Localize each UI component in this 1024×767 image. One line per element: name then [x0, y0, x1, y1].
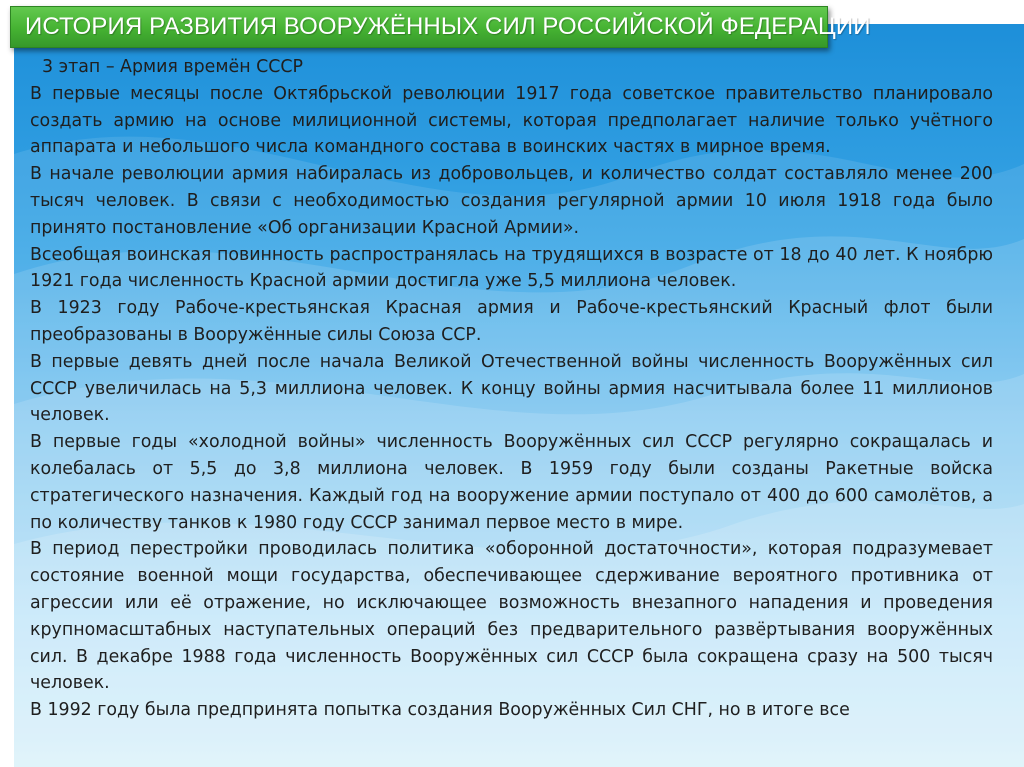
paragraph: В первые годы «холодной войны» численность Вооружённых сил СССР регулярно сокращалась и колебалась от 5,5 до 3,8 миллиона человек. В 1959 году были созданы Ракетные войска стратегического назначения. Каждый год на вооружение армии поступало от 400 до 600 самолётов, а по количеству танков к 1980 году СССР занимал первое место в мире. [30, 432, 993, 533]
paragraph: Всеобщая воинская повинность распространялась на трудящихся в возрасте от 18 до 40 лет. К ноябрю 1921 года численность Красной армии достигла уже 5,5 миллиона человек. [30, 244, 993, 292]
paragraph: В 1923 году Рабоче-крестьянская Красная армия и Рабоче-крестьянский Красный флот были преобразованы в Вооружённые силы Союза ССР. [30, 298, 993, 345]
title-bar [10, 6, 871, 48]
slide-content [30, 54, 993, 724]
paragraph: В первые месяцы после Октябрьской революции 1917 года советское правительство планировало создать армию на основе милиционной системы, которая предполагает наличие только учётного аппарата и небольшого числа командного состава в воинских частях в мирное время. [30, 83, 993, 158]
stage-heading: 3 этап – Армия времён СССР [42, 57, 304, 77]
paragraph: В период перестройки проводилась политика «оборонной достаточности», которая подразумевает состояние военной мощи государства, обеспечивающее сдерживание вероятного противника от агрессии или её отражение, но исключающее возможность внезапного нападения и проведения крупномасштабных наступательных операций без предварительного развёртывания вооружённых сил. В декабре 1988 года численность Вооружённых сил СССР была сокращена сразу на 500 тысяч человек. [30, 539, 993, 694]
paragraph: В 1992 году была предпринята попытка создания Вооружённых Сил СНГ, но в итоге все [30, 700, 850, 721]
paragraph: В начале революции армия набиралась из добровольцев, и количество солдат составляло менее 200 тысяч человек. В связи с необходимостью создания регулярной армии 10 июля 1918 года было принято постановление «Об организации Красной Армии». [30, 164, 993, 238]
slide-title: ИСТОРИЯ РАЗВИТИЯ ВООРУЖЁННЫХ СИЛ РОССИЙСКОЙ ФЕДЕРАЦИИ [25, 13, 871, 40]
paragraph: В первые девять дней после начала Великой Отечественной войны численность Вооружённых сил СССР увеличилась на 5,3 миллиона человек. К концу войны армия насчитывала более 11 миллионов человек. [30, 351, 993, 426]
